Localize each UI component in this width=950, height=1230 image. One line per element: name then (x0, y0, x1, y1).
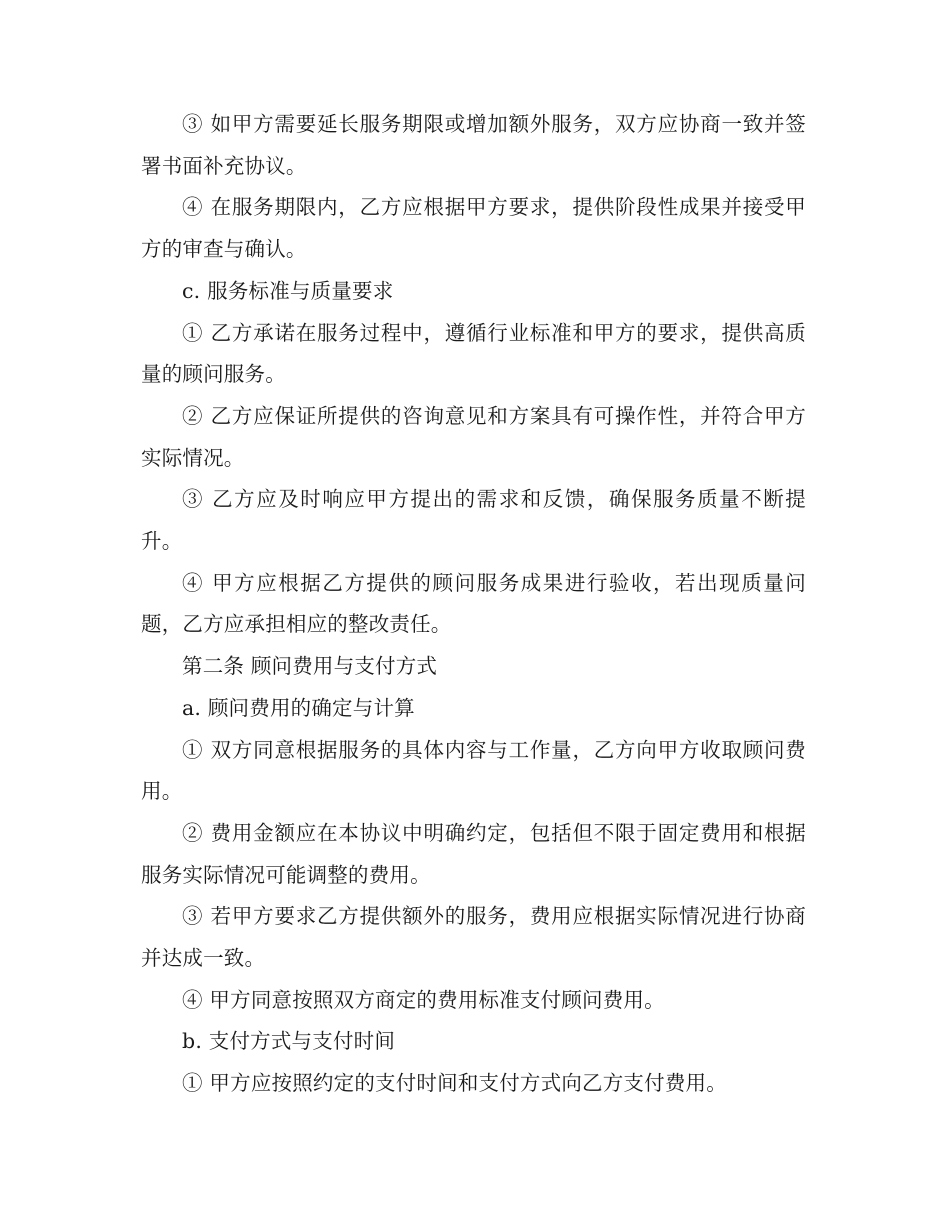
paragraph-acceptance: ④ 甲方应根据乙方提供的顾问服务成果进行验收，若出现质量问题，乙方应承担相应的整改责任。 (141, 570, 806, 637)
paragraph-fee-basis: ① 双方同意根据服务的具体内容与工作量，乙方向甲方收取顾问费用。 (141, 737, 806, 804)
paragraph-fee-standard: ④ 甲方同意按照双方商定的费用标准支付顾问费用。 (182, 987, 665, 1012)
paragraph-operability: ② 乙方应保证所提供的咨询意见和方案具有可操作性，并符合甲方实际情况。 (141, 403, 806, 470)
paragraph-extra-services-fee: ③ 若甲方要求乙方提供额外的服务，费用应根据实际情况进行协商并达成一致。 (141, 904, 806, 971)
paragraph-fee-amount: ② 费用金额应在本协议中明确约定，包括但不限于固定费用和根据服务实际情况可能调整的费用。 (141, 820, 806, 887)
paragraph-extension-supplement: ③ 如甲方需要延长服务期限或增加额外服务，双方应协商一致并签署书面补充协议。 (141, 112, 806, 178)
document-body (141, 104, 806, 1105)
section-heading-payment-method: b. 支付方式与支付时间 (182, 1029, 396, 1054)
paragraph-quality-commitment: ① 乙方承诺在服务过程中，遵循行业标准和甲方的要求，提供高质量的顾问服务。 (141, 320, 806, 387)
section-heading-fee-determination: a. 顾问费用的确定与计算 (182, 695, 415, 720)
section-heading-service-standards: c. 服务标准与质量要求 (182, 278, 394, 303)
paragraph-payment-schedule: ① 甲方应按照约定的支付时间和支付方式向乙方支付费用。 (182, 1071, 727, 1096)
article-heading-fees-payment: 第二条 顾问费用与支付方式 (182, 654, 438, 679)
paragraph-phase-results: ④ 在服务期限内，乙方应根据甲方要求，提供阶段性成果并接受甲方的审查与确认。 (141, 195, 806, 262)
paragraph-timely-response: ③ 乙方应及时响应甲方提出的需求和反馈，确保服务质量不断提升。 (141, 487, 806, 554)
